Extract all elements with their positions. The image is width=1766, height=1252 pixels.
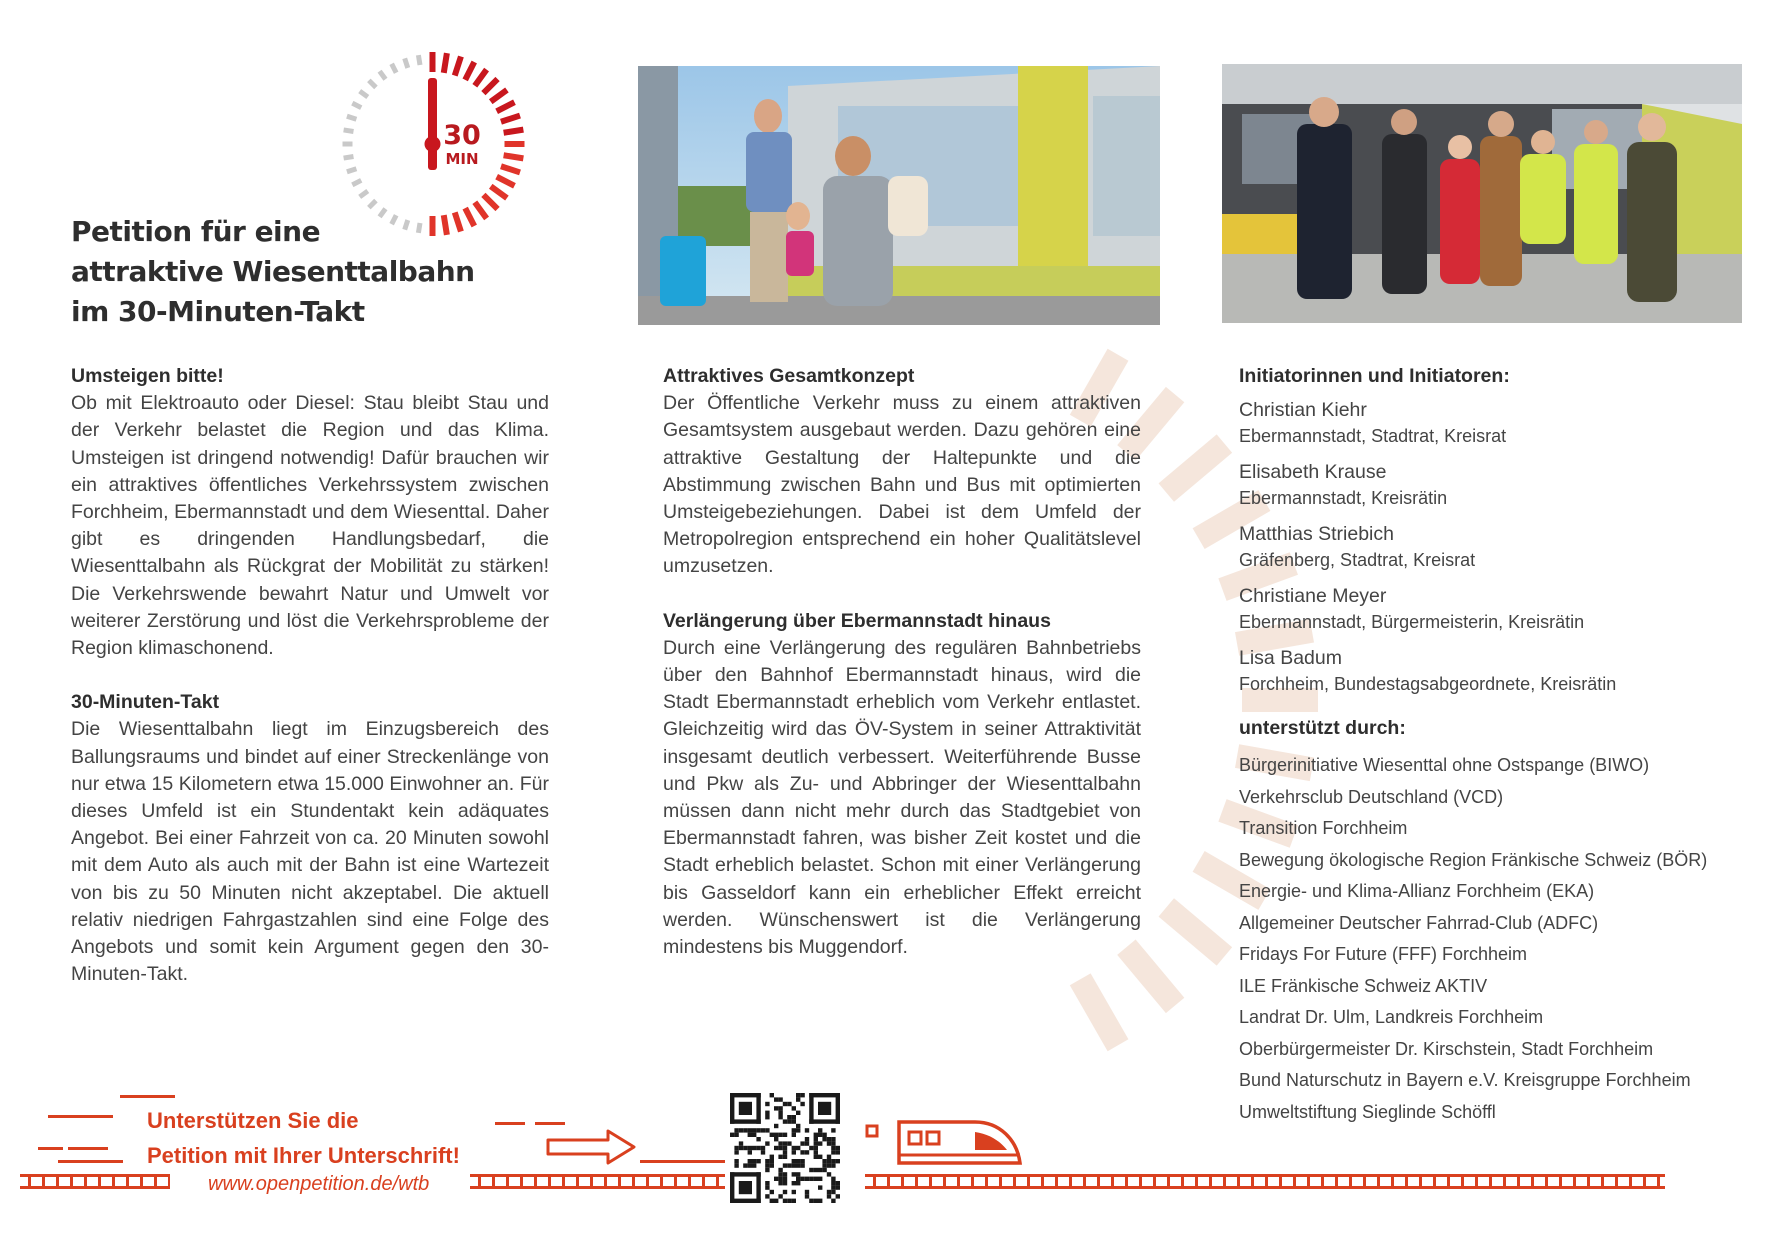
supporter-item: Bewegung ökologische Region Fränkische Schweiz (BÖR) [1239, 849, 1708, 870]
initiator-name: Christiane Meyer [1239, 585, 1387, 608]
timer-unit: MIN [445, 150, 479, 168]
arrow-right-icon [546, 1127, 638, 1167]
supporter-item: ILE Fränkische Schweiz AKTIV [1239, 975, 1488, 996]
initiator [1239, 583, 1739, 635]
qr-code[interactable] [730, 1093, 840, 1203]
speed-line [58, 1160, 123, 1163]
stopwatch-30-min-icon [335, 44, 530, 239]
section-text-umsteigen: Ob mit Elektroauto oder Diesel: Stau bleibt Stau und der Verkehr belastet die Region und das Klima. Umsteigen ist dringend notwendig! Dafür brauchen wir ein attraktives öffentliches Verkehrssystem zwischen Forchheim, Ebermannstadt und dem Wiesenttal. Daher gibt es dringenden Handlungsbedarf, die Wiesenttalbahn als Rückgrat der Mobilität zu stärken! Die Verkehrswende bewahrt Natur und Umwelt vor weiterer Zerstörung und löst die Verkehrsprobleme der Region klimaschonend. [71, 392, 549, 660]
initiator-role: Gräfenberg, Stadtrat, Kreisrat [1239, 550, 1476, 571]
speed-line [495, 1122, 525, 1125]
supporter-item: Transition Forchheim [1239, 818, 1408, 839]
column-left [71, 363, 549, 1015]
supporter-item: Oberbürgermeister Dr. Kirschstein, Stadt Forchheim [1239, 1038, 1654, 1059]
speed-line [535, 1122, 565, 1125]
supporters-heading: unterstützt durch: [1239, 717, 1406, 740]
initiator-name: Matthias Striebich [1239, 523, 1394, 546]
initiator [1239, 645, 1739, 697]
rails-right [865, 1174, 1665, 1190]
initiator-name: Lisa Badum [1239, 647, 1342, 670]
initiator-role: Ebermannstadt, Kreisrätin [1239, 488, 1448, 509]
initiators-heading: Initiatorinnen und Initiatoren: [1239, 365, 1510, 387]
section-heading-takt: 30-Minuten-Takt [71, 691, 220, 714]
call-to-action [147, 1103, 460, 1173]
section-heading-umsteigen: Umsteigen bitte! [71, 365, 224, 387]
initiator-name: Christian Kiehr [1239, 399, 1367, 422]
section-text-gesamtkonzept: Der Öffentliche Verkehr muss zu einem attraktiven Gesamtsystem ausgebaut werden. Dazu gehören eine attraktive Gestaltung der Haltepunkte und die Abstimmung zwischen Bahn und Bus mit optimierten Umsteigebeziehungen. Dabei ist dem Umfeld der Metropolregion entsprechend ein hoher Qualitätslevel umzusetzen. [663, 392, 1141, 578]
supporter-item: Verkehrsclub Deutschland (VCD) [1239, 786, 1504, 807]
speed-line [120, 1095, 175, 1098]
speed-line [68, 1147, 108, 1150]
rails-left [20, 1174, 170, 1190]
title-line-1: Petition für eine [71, 215, 321, 248]
train-icon [865, 1118, 1025, 1174]
initiator-role: Forchheim, Bundestagsabgeordnete, Kreisrätin [1239, 674, 1617, 695]
cta-line-1: Unterstützen Sie die [147, 1108, 359, 1133]
cta-line-2: Petition mit Ihrer Unterschrift! [147, 1143, 460, 1168]
rails-middle [470, 1174, 725, 1190]
photo-group-at-train [1222, 64, 1742, 323]
initiator [1239, 459, 1739, 511]
supporter-item: Fridays For Future (FFF) Forchheim [1239, 944, 1528, 965]
title-line-2: attraktive Wiesenttalbahn [71, 255, 475, 288]
supporter-item: Bund Naturschutz in Bayern e.V. Kreisgruppe Forchheim [1239, 1070, 1691, 1091]
column-middle [663, 363, 1141, 988]
initiator-role: Ebermannstadt, Bürgermeisterin, Kreisrätin [1239, 612, 1585, 633]
supporter-item: Umweltstiftung Sieglinde Schöffl [1239, 1101, 1496, 1122]
petition-link[interactable]: www.openpetition.de/wtb [208, 1173, 430, 1195]
timer-number: 30 [443, 120, 481, 151]
supporter-item: Landrat Dr. Ulm, Landkreis Forchheim [1239, 1007, 1544, 1028]
supporter-item: Bürgerinitiative Wiesenttal ohne Ostspange (BIWO) [1239, 755, 1650, 776]
initiator [1239, 397, 1739, 449]
supporter-item: Allgemeiner Deutscher Fahrrad-Club (ADFC) [1239, 912, 1599, 933]
column-right [1239, 363, 1739, 1128]
title-line-3: im 30-Minuten-Takt [71, 295, 365, 328]
speed-line [48, 1115, 113, 1118]
page-title [71, 212, 501, 332]
section-text-verlaengerung: Durch eine Verlängerung des regulären Bahnbetriebs über den Bahnhof Ebermannstadt hinaus, wird die Stadt Ebermannstadt erheblich vom Verkehr entlastet. Gleichzeitig wird das ÖV-System in seiner Attraktivität insgesamt deutlich verbessert. Weiterführende Busse und Pkw als Zu- und Abbringer der Wiesenttalbahn müssen dann nicht mehr durch das Stadtgebiet von Ebermannstadt fahren, was bisher Zeit kostet und die Stadt erheblich belastet. Schon mit einer Verlängerung bis Gasseldorf kann ein erheblicher Effekt erreicht werden. Wünschenswert ist die Verlängerung mindestens bis Muggendorf. [663, 636, 1141, 959]
speed-line [640, 1160, 725, 1163]
initiator [1239, 521, 1739, 573]
supporter-item: Energie- und Klima-Allianz Forchheim (EKA) [1239, 881, 1595, 902]
photo-family-at-train [638, 66, 1160, 325]
speed-line [38, 1147, 63, 1150]
initiator-role: Ebermannstadt, Stadtrat, Kreisrat [1239, 426, 1507, 447]
section-heading-verlaengerung: Verlängerung über Ebermannstadt hinaus [663, 609, 1051, 632]
section-text-takt: Die Wiesenttalbahn liegt im Einzugsbereich des Ballungsraums und bindet auf einer Streckenlänge von nur etwa 15 Kilometern etwa 15.000 Einwohner an. Für dieses Umfeld ist ein Stundentakt kein adäquates Angebot. Bei einer Fahrzeit von ca. 20 Minuten sowohl mit dem Auto als auch mit der Bahn ist eine Wartezeit von bis zu 50 Minuten nicht akzeptabel. Die aktuell relativ niedrigen Fahrgastzahlen sind eine Folge des Angebots und somit kein Argument gegen den 30-Minuten-Takt. [71, 718, 549, 986]
initiator-name: Elisabeth Krause [1239, 461, 1387, 484]
section-heading-gesamtkonzept: Attraktives Gesamtkonzept [663, 365, 915, 387]
